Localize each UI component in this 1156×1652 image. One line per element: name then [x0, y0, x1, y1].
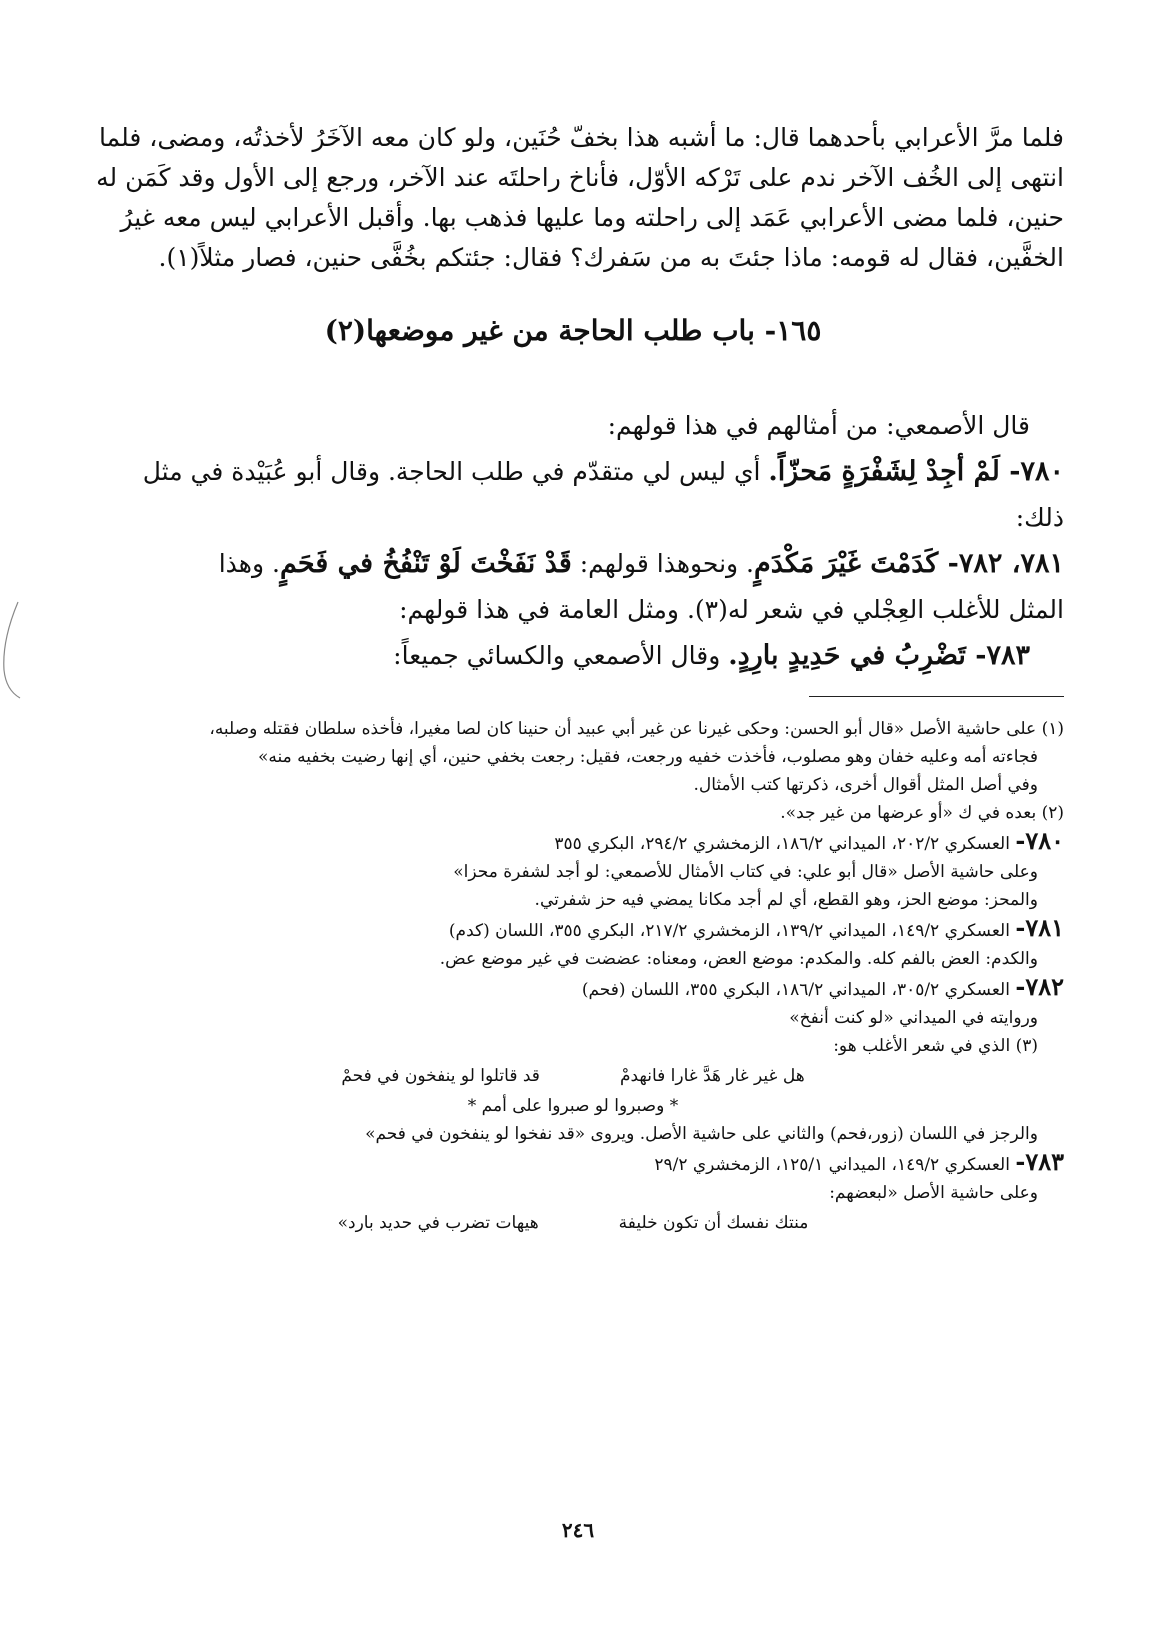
footnote-1-line-3: وفي أصل المثل أقوال أخرى، ذكرتها كتب الأمثال. [693, 775, 1038, 795]
verse-3-first-hemistich: منتك نفسك أن تكون خليفة [618, 1213, 809, 1233]
intro-line-2: انتهى إلى الخُف الآخر ندم على تَرْكه الأوّل، فأناخ راحلتَه عند الآخر، ورجع إلى الأول وقد كَمَن له [96, 163, 1064, 192]
proverb-780-line [82, 452, 1064, 492]
footnote-2: (٢) بعده في ك «أو عرضها من غير جد». [780, 803, 1064, 823]
note-780 [82, 827, 1064, 858]
proverb-782: قَدْ نَفَخْتَ لَوْ تَنْفُخُ في فَحَمٍ [279, 548, 572, 579]
page-number: ٢٤٦ [561, 1518, 595, 1542]
note-782-number: ٧٨٢- [1015, 972, 1064, 1001]
proverb-781-end: . وهذا [218, 549, 280, 578]
note-782-text: العسكري ٣٠٥/٢، الميداني ١٨٦/٢، البكري ٣٥٥، اللسان (فحم) [581, 980, 1016, 1000]
note-782-line-2: وروايته في الميداني «لو كنت أنفخ» [789, 1008, 1038, 1028]
verse-1-second-hemistich: قد قاتلوا لو ينفخون في فحمْ [341, 1066, 540, 1086]
note-783-text: العسكري ١٤٩/٢، الميداني ١٢٥/١، الزمخشري ٢٩/٢ [654, 1155, 1016, 1175]
intro-line-3: حنين، فلما مضى الأعرابي عَمَد إلى راحلته وما عليها فذهب بها. وأقبل الأعرابي ليس معه غيرُ [120, 203, 1064, 232]
body-line-dhalik: ذلك: [1015, 503, 1064, 532]
note-780-number: ٧٨٠- [1015, 826, 1064, 855]
footnote-separator [809, 696, 1064, 697]
proverb-781: ٧٨٢- كَدَمْتَ غَيْرَ مَكْدَمٍ [754, 548, 1003, 579]
footnote-3-line-2: والرجز في اللسان (زور،فحم) والثاني على حاشية الأصل. ويروى «قد نفخوا لو ينفخون في فحم» [365, 1124, 1038, 1144]
body-line-mathal: المثل للأغلب العِجْلي في شعر له(٣). ومثل العامة في هذا قولهم: [399, 595, 1064, 624]
note-781-number: ٧٨١- [1015, 913, 1064, 942]
footnote-1-line-1: (١) على حاشية الأصل «قال أبو الحسن: وحكى غيرنا عن غير أبي عبيد أن حنينا كان لصا مغيرا، فأخذه سلطان فقتله وصلبه، [209, 719, 1064, 739]
intro-line-1: فلما مرَّ الأعرابي بأحدهما قال: ما أشبه هذا بخفّ حُنَين، ولو كان معه الآخَرُ لأخذتُه، ومضى، فلما [99, 123, 1064, 152]
verse-1-first-hemistich: هل غير غار هَدَّ غارا فانهدمْ [619, 1066, 805, 1086]
footnote-3: (٣) الذي في شعر الأغلب هو: [833, 1036, 1038, 1056]
body-line-asmai: قال الأصمعي: من أمثالهم في هذا قولهم: [607, 411, 1030, 440]
scan-edge-mark [0, 600, 22, 700]
proverb-780: ٧٨٠- لَمْ أجِدْ لِشَفْرَةٍ مَحزّاً. [768, 456, 1064, 487]
note-783-line-2: وعلى حاشية الأصل «لبعضهم: [829, 1183, 1038, 1203]
section-heading: ١٦٥- باب طلب الحاجة من غير موضعها(٢) [324, 314, 822, 347]
proverb-783: ٧٨٣- تَضْرِبُ في حَدِيدٍ بارِدٍ. [728, 640, 1030, 671]
note-783-number: ٧٨٣- [1015, 1147, 1064, 1176]
proverb-783-line [82, 636, 1064, 676]
intro-line-4: الخفَّين، فقال له قومه: ماذا جئتَ به من سَفرك؟ فقال: جئتكم بخُفَّى حنين، فصار مثلاً(١). [158, 243, 1064, 272]
book-page [82, 118, 1064, 1239]
proverb-783-rest: وقال الأصمعي والكسائي جميعاً: [393, 641, 729, 670]
note-781-text: العسكري ١٤٩/٢، الميداني ١٣٩/٢، الزمخشري ٢١٧/٢، البكري ٣٥٥، اللسان (كدم) [448, 921, 1016, 941]
note-780-line-2: وعلى حاشية الأصل «قال أبو علي: في كتاب الأمثال للأصمعي: لو أجد لشفرة محزا» [453, 862, 1038, 882]
note-780-line-3: والمحز: موضع الحز، وهو القطع، أي لم أجد مكانا يمضي فيه حز شفرتي. [534, 890, 1038, 910]
footnote-1-line-2: فجاءته أمه وعليه خفان وهو مصلوب، فأخذت خفيه ورجعت، فقيل: رجعت بخفي حنين، أي إنها رضيت بخفيه منه» [257, 747, 1038, 767]
note-783 [82, 1148, 1064, 1179]
proverb-780-explanation: أي ليس لي متقدّم في طلب الحاجة. وقال أبو عُبَيْدة في مثل [142, 457, 769, 486]
verse-1 [82, 1060, 1064, 1092]
proverb-781-mid: . ونحوهذا قولهم: [571, 549, 754, 578]
note-782 [82, 973, 1064, 1004]
verse-3-second-hemistich: هيهات تضرب في حديد بارد» [337, 1213, 539, 1233]
verse-3 [82, 1207, 1064, 1239]
footnotes [82, 715, 1064, 1239]
note-781 [82, 914, 1064, 945]
main-text [82, 118, 1064, 676]
verse-2: * وصبروا لو صبروا على أمم * [467, 1096, 679, 1116]
proverb-781-number: ٧٨١، [1002, 548, 1064, 579]
note-780-text: العسكري ٢٠٢/٢، الميداني ١٨٦/٢، الزمخشري ٢٩٤/٢، البكري ٣٥٥ [554, 834, 1016, 854]
proverb-781-782-line [82, 544, 1064, 584]
note-781-line-2: والكدم: العض بالفم كله. والمكدم: موضع العض، ومعناه: عضضت في غير موضع عض. [439, 949, 1038, 969]
